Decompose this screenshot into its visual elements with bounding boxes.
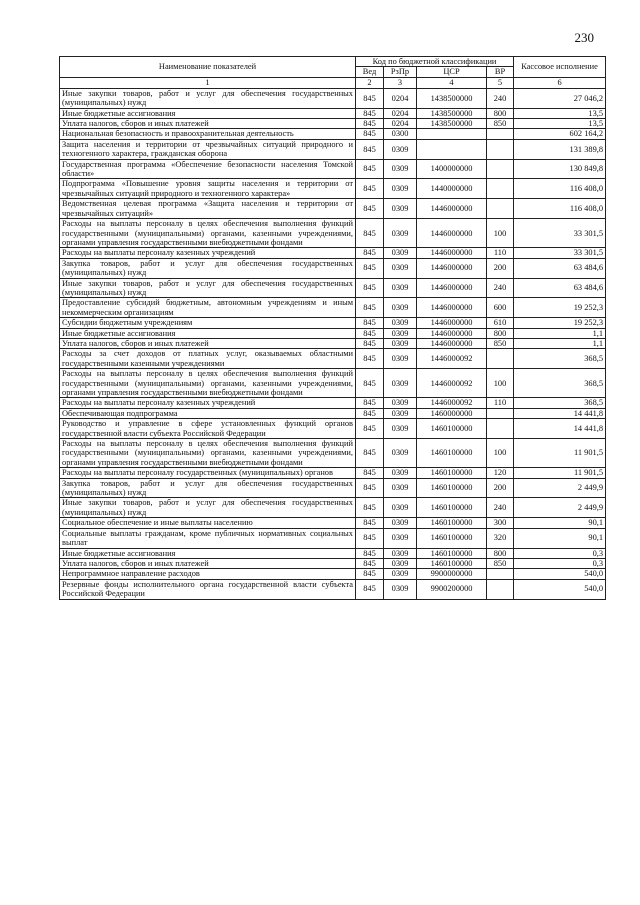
row-ved: 845 [356,528,384,548]
row-rzpr: 0309 [384,278,417,298]
row-ved: 845 [356,139,384,159]
row-vr: 800 [487,548,514,558]
table-row [60,88,606,108]
row-ved: 845 [356,129,384,139]
row-csr: 1460100000 [417,419,487,439]
row-vr: 240 [487,88,514,108]
row-csr: 9900200000 [417,579,487,599]
table-row [60,518,606,528]
table-row [60,439,606,468]
row-csr [417,129,487,139]
table-header [60,57,606,89]
row-ved: 845 [356,159,384,179]
row-vr [487,419,514,439]
row-amount: 14 441,8 [514,408,606,418]
row-rzpr: 0309 [384,139,417,159]
row-ved: 845 [356,179,384,199]
row-name: Расходы за счет доходов от платных услуг, оказываемых областными государственными казенными учреждениями [60,349,356,369]
row-csr: 1446000000 [417,248,487,258]
row-name: Непрограммное направление расходов [60,569,356,579]
row-csr: 1460100000 [417,548,487,558]
column-number: 1 [60,77,356,88]
row-rzpr: 0309 [384,398,417,408]
row-csr: 1446000000 [417,328,487,338]
row-ved: 845 [356,548,384,558]
row-csr: 1446000092 [417,349,487,369]
row-amount: 368,5 [514,369,606,398]
row-vr: 200 [487,478,514,498]
row-amount: 33 301,5 [514,219,606,248]
row-ved: 845 [356,258,384,278]
row-rzpr: 0300 [384,129,417,139]
row-csr: 1446000000 [417,278,487,298]
row-vr: 800 [487,328,514,338]
column-number-row [60,77,606,88]
row-name: Иные закупки товаров, работ и услуг для обеспечения государственных (муниципальных) нужд [60,498,356,518]
row-rzpr: 0309 [384,468,417,478]
table-row [60,108,606,118]
row-name: Расходы на выплаты персоналу в целях обеспечения выполнения функций государственными (муниципальными) органами, казенными учреждениями, органами управления государственными внебюджетными фондами [60,369,356,398]
row-name: Закупка товаров, работ и услуг для обеспечения государственных (муниципальных) нужд [60,258,356,278]
table-row [60,318,606,328]
header-csr: ЦСР [417,67,487,77]
table-row [60,199,606,219]
row-amount: 368,5 [514,349,606,369]
row-name: Резервные фонды исполнительного органа государственной власти субъекта Российской Федерации [60,579,356,599]
row-ved: 845 [356,518,384,528]
row-amount: 90,1 [514,528,606,548]
table-row [60,159,606,179]
row-vr [487,159,514,179]
row-csr: 1446000000 [417,199,487,219]
row-vr [487,179,514,199]
table-row [60,248,606,258]
row-ved: 845 [356,318,384,328]
row-vr [487,569,514,579]
row-rzpr: 0309 [384,408,417,418]
row-amount: 368,5 [514,398,606,408]
table-body [60,88,606,599]
row-vr: 600 [487,298,514,318]
row-amount: 90,1 [514,518,606,528]
row-name: Уплата налогов, сборов и иных платежей [60,558,356,568]
row-vr: 850 [487,338,514,348]
row-name: Иные закупки товаров, работ и услуг для обеспечения государственных (муниципальных) нужд [60,278,356,298]
row-amount: 13,5 [514,119,606,129]
row-rzpr: 0309 [384,179,417,199]
row-name: Иные бюджетные ассигнования [60,108,356,118]
row-rzpr: 0309 [384,159,417,179]
row-vr: 120 [487,468,514,478]
row-ved: 845 [356,478,384,498]
row-rzpr: 0309 [384,498,417,518]
row-vr: 850 [487,119,514,129]
row-vr: 100 [487,369,514,398]
row-vr [487,408,514,418]
table-row [60,278,606,298]
row-amount: 1,1 [514,338,606,348]
row-ved: 845 [356,569,384,579]
row-name: Расходы на выплаты персоналу казенных учреждений [60,398,356,408]
row-ved: 845 [356,579,384,599]
row-name: Защита населения и территории от чрезвычайных ситуаций природного и техногенного характера, гражданская оборона [60,139,356,159]
row-rzpr: 0309 [384,318,417,328]
table-row [60,258,606,278]
row-name: Расходы на выплаты персоналу в целях обеспечения выполнения функций государственными (муниципальными) органами, казенными учреждениями, органами управления государственными внебюджетными фондами [60,439,356,468]
row-name: Закупка товаров, работ и услуг для обеспечения государственных (муниципальных) нужд [60,478,356,498]
row-ved: 845 [356,298,384,318]
table-row [60,569,606,579]
row-amount: 130 849,8 [514,159,606,179]
row-ved: 845 [356,219,384,248]
row-name: Уплата налогов, сборов и иных платежей [60,338,356,348]
table-row [60,119,606,129]
row-csr: 1460100000 [417,498,487,518]
row-vr: 110 [487,248,514,258]
table-row [60,528,606,548]
header-code-group: Код по бюджетной классификации [356,57,514,67]
row-csr: 1438500000 [417,108,487,118]
table-row [60,548,606,558]
row-csr: 1438500000 [417,88,487,108]
row-vr: 200 [487,258,514,278]
row-csr: 1446000092 [417,398,487,408]
row-ved: 845 [356,349,384,369]
row-csr: 1438500000 [417,119,487,129]
row-name: Национальная безопасность и правоохранительная деятельность [60,129,356,139]
header-name: Наименование показателей [60,57,356,78]
row-name: Расходы на выплаты персоналу в целях обеспечения выполнения функций государственными (муниципальными) органами, казенными учреждениями, органами управления государственными внебюджетными фондами [60,219,356,248]
row-amount: 27 046,2 [514,88,606,108]
row-name: Государственная программа «Обеспечение безопасности населения Томской области» [60,159,356,179]
row-amount: 2 449,9 [514,498,606,518]
row-vr [487,579,514,599]
row-rzpr: 0309 [384,548,417,558]
table-row [60,179,606,199]
row-name: Социальные выплаты гражданам, кроме публичных нормативных социальных выплат [60,528,356,548]
row-vr [487,199,514,219]
row-name: Предоставление субсидий бюджетным, автономным учреждениям и иным некоммерческим организациям [60,298,356,318]
column-number: 4 [417,77,487,88]
row-name: Расходы на выплаты персоналу государственных (муниципальных) органов [60,468,356,478]
row-ved: 845 [356,408,384,418]
table-row [60,498,606,518]
row-name: Ведомственная целевая программа «Защита населения и территории от чрезвычайных ситуаций» [60,199,356,219]
row-name: Субсидии бюджетным учреждениям [60,318,356,328]
row-ved: 845 [356,419,384,439]
table-row [60,478,606,498]
row-vr: 110 [487,398,514,408]
header-rzpr: РзПр [384,67,417,77]
row-csr: 1460100000 [417,478,487,498]
row-name: Руководство и управление в сфере установленных функций органов государственной власти субъекта Российской Федерации [60,419,356,439]
row-csr: 1440000000 [417,179,487,199]
row-amount: 116 408,0 [514,199,606,219]
row-rzpr: 0309 [384,338,417,348]
row-ved: 845 [356,369,384,398]
row-rzpr: 0309 [384,569,417,579]
budget-table [59,56,606,600]
row-name: Иные бюджетные ассигнования [60,328,356,338]
row-rzpr: 0204 [384,108,417,118]
row-name: Уплата налогов, сборов и иных платежей [60,119,356,129]
row-rzpr: 0309 [384,518,417,528]
row-ved: 845 [356,439,384,468]
row-csr: 1446000000 [417,258,487,278]
row-ved: 845 [356,338,384,348]
row-amount: 540,0 [514,569,606,579]
row-rzpr: 0309 [384,558,417,568]
column-number: 2 [356,77,384,88]
row-ved: 845 [356,199,384,219]
column-number: 5 [487,77,514,88]
table-row [60,349,606,369]
row-rzpr: 0309 [384,528,417,548]
row-vr: 300 [487,518,514,528]
row-name: Социальное обеспечение и иные выплаты населению [60,518,356,528]
row-csr: 1460000000 [417,408,487,418]
row-amount: 602 164,2 [514,129,606,139]
row-csr: 9900000000 [417,569,487,579]
row-rzpr: 0309 [384,328,417,338]
row-vr: 240 [487,278,514,298]
row-amount: 1,1 [514,328,606,338]
row-vr: 240 [487,498,514,518]
row-vr: 800 [487,108,514,118]
row-vr: 850 [487,558,514,568]
row-rzpr: 0309 [384,579,417,599]
table-row [60,298,606,318]
row-amount: 0,3 [514,548,606,558]
row-ved: 845 [356,278,384,298]
row-csr: 1460100000 [417,528,487,548]
row-amount: 63 484,6 [514,278,606,298]
row-ved: 845 [356,88,384,108]
row-amount: 131 389,8 [514,139,606,159]
row-csr: 1460100000 [417,518,487,528]
row-amount: 63 484,6 [514,258,606,278]
row-name: Иные закупки товаров, работ и услуг для обеспечения государственных (муниципальных) нужд [60,88,356,108]
row-amount: 2 449,9 [514,478,606,498]
row-vr [487,129,514,139]
row-amount: 19 252,3 [514,298,606,318]
row-vr: 610 [487,318,514,328]
row-rzpr: 0309 [384,219,417,248]
row-ved: 845 [356,498,384,518]
row-rzpr: 0204 [384,119,417,129]
row-amount: 540,0 [514,579,606,599]
row-vr: 100 [487,439,514,468]
row-rzpr: 0309 [384,298,417,318]
row-csr: 1446000092 [417,369,487,398]
row-rzpr: 0309 [384,439,417,468]
table-row [60,468,606,478]
header-ved: Вед [356,67,384,77]
row-ved: 845 [356,328,384,338]
row-rzpr: 0309 [384,258,417,278]
row-amount: 19 252,3 [514,318,606,328]
row-amount: 116 408,0 [514,179,606,199]
row-ved: 845 [356,248,384,258]
table-row [60,219,606,248]
row-csr: 1446000000 [417,318,487,328]
row-csr: 1460100000 [417,558,487,568]
page-number: 230 [574,30,594,45]
table-row [60,558,606,568]
row-csr: 1446000000 [417,298,487,318]
column-number: 3 [384,77,417,88]
column-number: 6 [514,77,606,88]
row-rzpr: 0204 [384,88,417,108]
row-vr: 320 [487,528,514,548]
row-ved: 845 [356,119,384,129]
row-name: Подпрограмма «Повышение уровня защиты населения и территории от чрезвычайных ситуаций природного и техногенного характера» [60,179,356,199]
table-row [60,129,606,139]
row-amount: 0,3 [514,558,606,568]
row-name: Обеспечивающая подпрограмма [60,408,356,418]
row-rzpr: 0309 [384,349,417,369]
row-rzpr: 0309 [384,419,417,439]
row-vr [487,349,514,369]
row-ved: 845 [356,468,384,478]
row-ved: 845 [356,558,384,568]
row-csr: 1460100000 [417,468,487,478]
row-name: Иные бюджетные ассигнования [60,548,356,558]
header-cash: Кассовое исполнение [514,57,606,78]
row-amount: 11 901,5 [514,468,606,478]
row-rzpr: 0309 [384,199,417,219]
row-ved: 845 [356,108,384,118]
table-row [60,338,606,348]
row-csr [417,139,487,159]
table-row [60,139,606,159]
table-row [60,408,606,418]
table-row [60,419,606,439]
row-amount: 11 901,5 [514,439,606,468]
row-rzpr: 0309 [384,478,417,498]
row-csr: 1446000000 [417,338,487,348]
table-row [60,398,606,408]
row-vr [487,139,514,159]
table-row [60,369,606,398]
row-amount: 14 441,8 [514,419,606,439]
row-ved: 845 [356,398,384,408]
row-amount: 13,5 [514,108,606,118]
table-row [60,579,606,599]
row-rzpr: 0309 [384,248,417,258]
row-csr: 1460100000 [417,439,487,468]
row-name: Расходы на выплаты персоналу казенных учреждений [60,248,356,258]
row-vr: 100 [487,219,514,248]
row-csr: 1400000000 [417,159,487,179]
row-rzpr: 0309 [384,369,417,398]
row-amount: 33 301,5 [514,248,606,258]
header-vr: ВР [487,67,514,77]
table-row [60,328,606,338]
row-csr: 1446000000 [417,219,487,248]
